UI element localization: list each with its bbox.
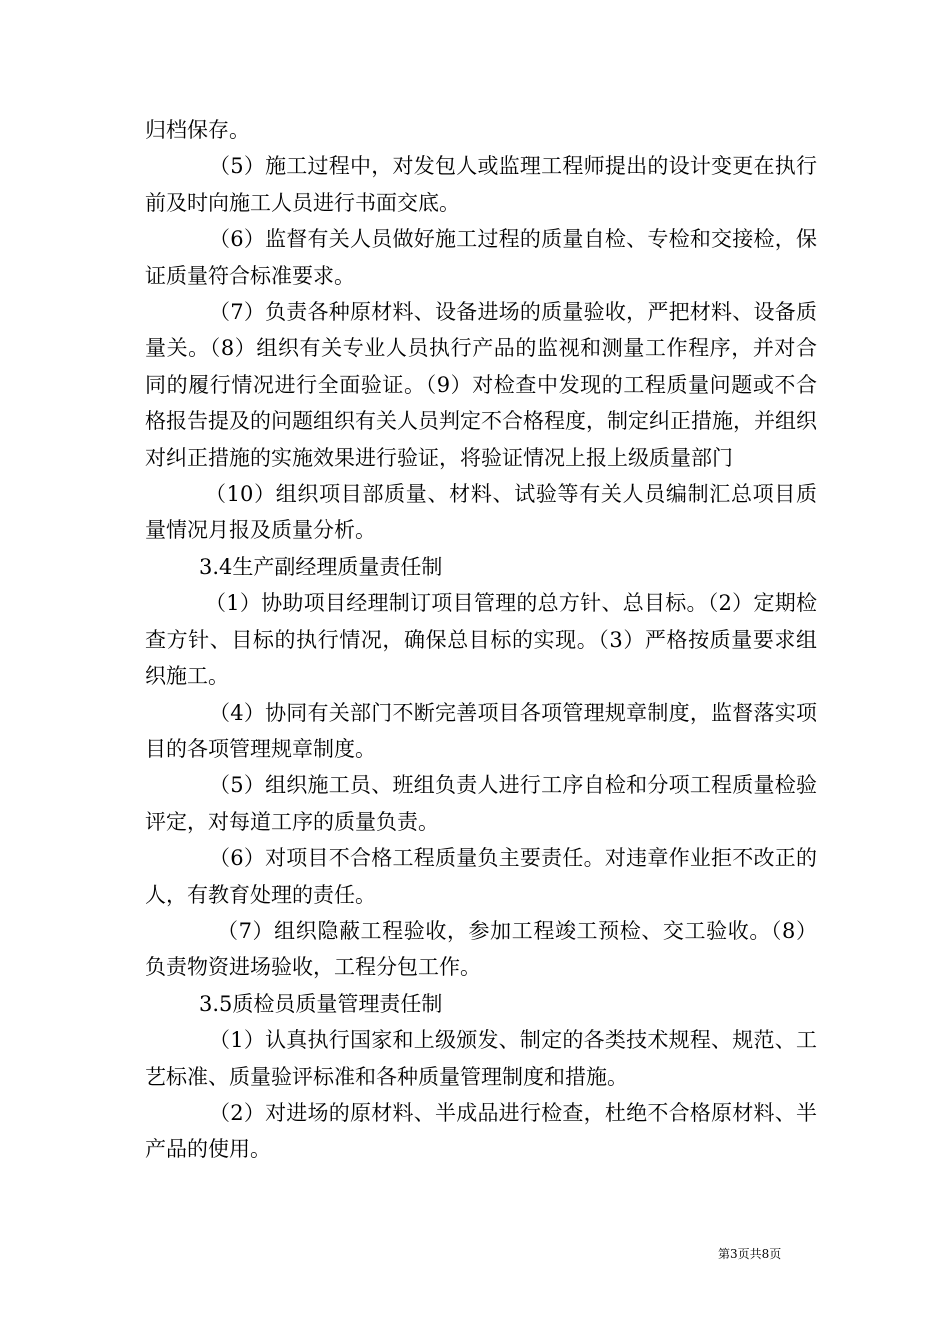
paragraph: （2）对进场的原材料、半成品进行检查，杜绝不合格原材料、半产品的使用。 xyxy=(145,1100,817,1162)
section-heading: 3.4生产副经理质量责任制 xyxy=(199,554,443,579)
paragraph: （4）协同有关部门不断完善项目各项管理规章制度，监督落实项目的各项管理规章制度。 xyxy=(145,700,817,761)
page-number: 第3页共8页 xyxy=(718,1247,782,1261)
paragraph: （6）对项目不合格工程质量负主要责任。对违章作业拒不改正的人，有教育处理的责任。 xyxy=(145,846,817,907)
paragraph: （1）认真执行国家和上级颁发、制定的各类技术规程、规范、工艺标准、质量验评标准和各种质量管理制度和措施。 xyxy=(145,1028,817,1089)
paragraph: （5）施工过程中，对发包人或监理工程师提出的设计变更在执行前及时向施工人员进行书面交底。 xyxy=(145,154,817,215)
paragraph: （5）组织施工员、班组负责人进行工序自检和分项工程质量检验评定，对每道工序的质量负责。 xyxy=(145,773,817,834)
section-heading: 3.5质检员质量管理责任制 xyxy=(199,991,443,1016)
paragraph: （7）负责各种原材料、设备进场的质量验收，严把材料、设备质量关。（8）组织有关专业人员执行产品的监视和测量工作程序，并对合同的履行情况进行全面验证。（9）对检查中发现的工程质量问题或不合格报告提及的问题组织有关人员判定不合格程度，制定纠正措施，并组织对纠正措施的实施效果进行验证，将验证情况上报上级质量部门 xyxy=(145,300,817,470)
paragraph: （6）监督有关人员做好施工过程的质量自检、专检和交接检，保证质量符合标准要求。 xyxy=(145,227,817,288)
paragraph: （10）组织项目部质量、材料、试验等有关人员编制汇总项目质量情况月报及质量分析。 xyxy=(145,482,817,543)
paragraph: （7）组织隐蔽工程验收，参加工程竣工预检、交工验收。（8）负责物资进场验收，工程分包工作。 xyxy=(145,918,817,980)
paragraph: （1）协助项目经理制订项目管理的总方针、总目标。（2）定期检查方针、目标的执行情况，确保总目标的实现。（3）严格按质量要求组织施工。 xyxy=(145,591,817,689)
paragraph: 归档保存。 xyxy=(145,118,250,142)
body-text xyxy=(145,112,817,1168)
